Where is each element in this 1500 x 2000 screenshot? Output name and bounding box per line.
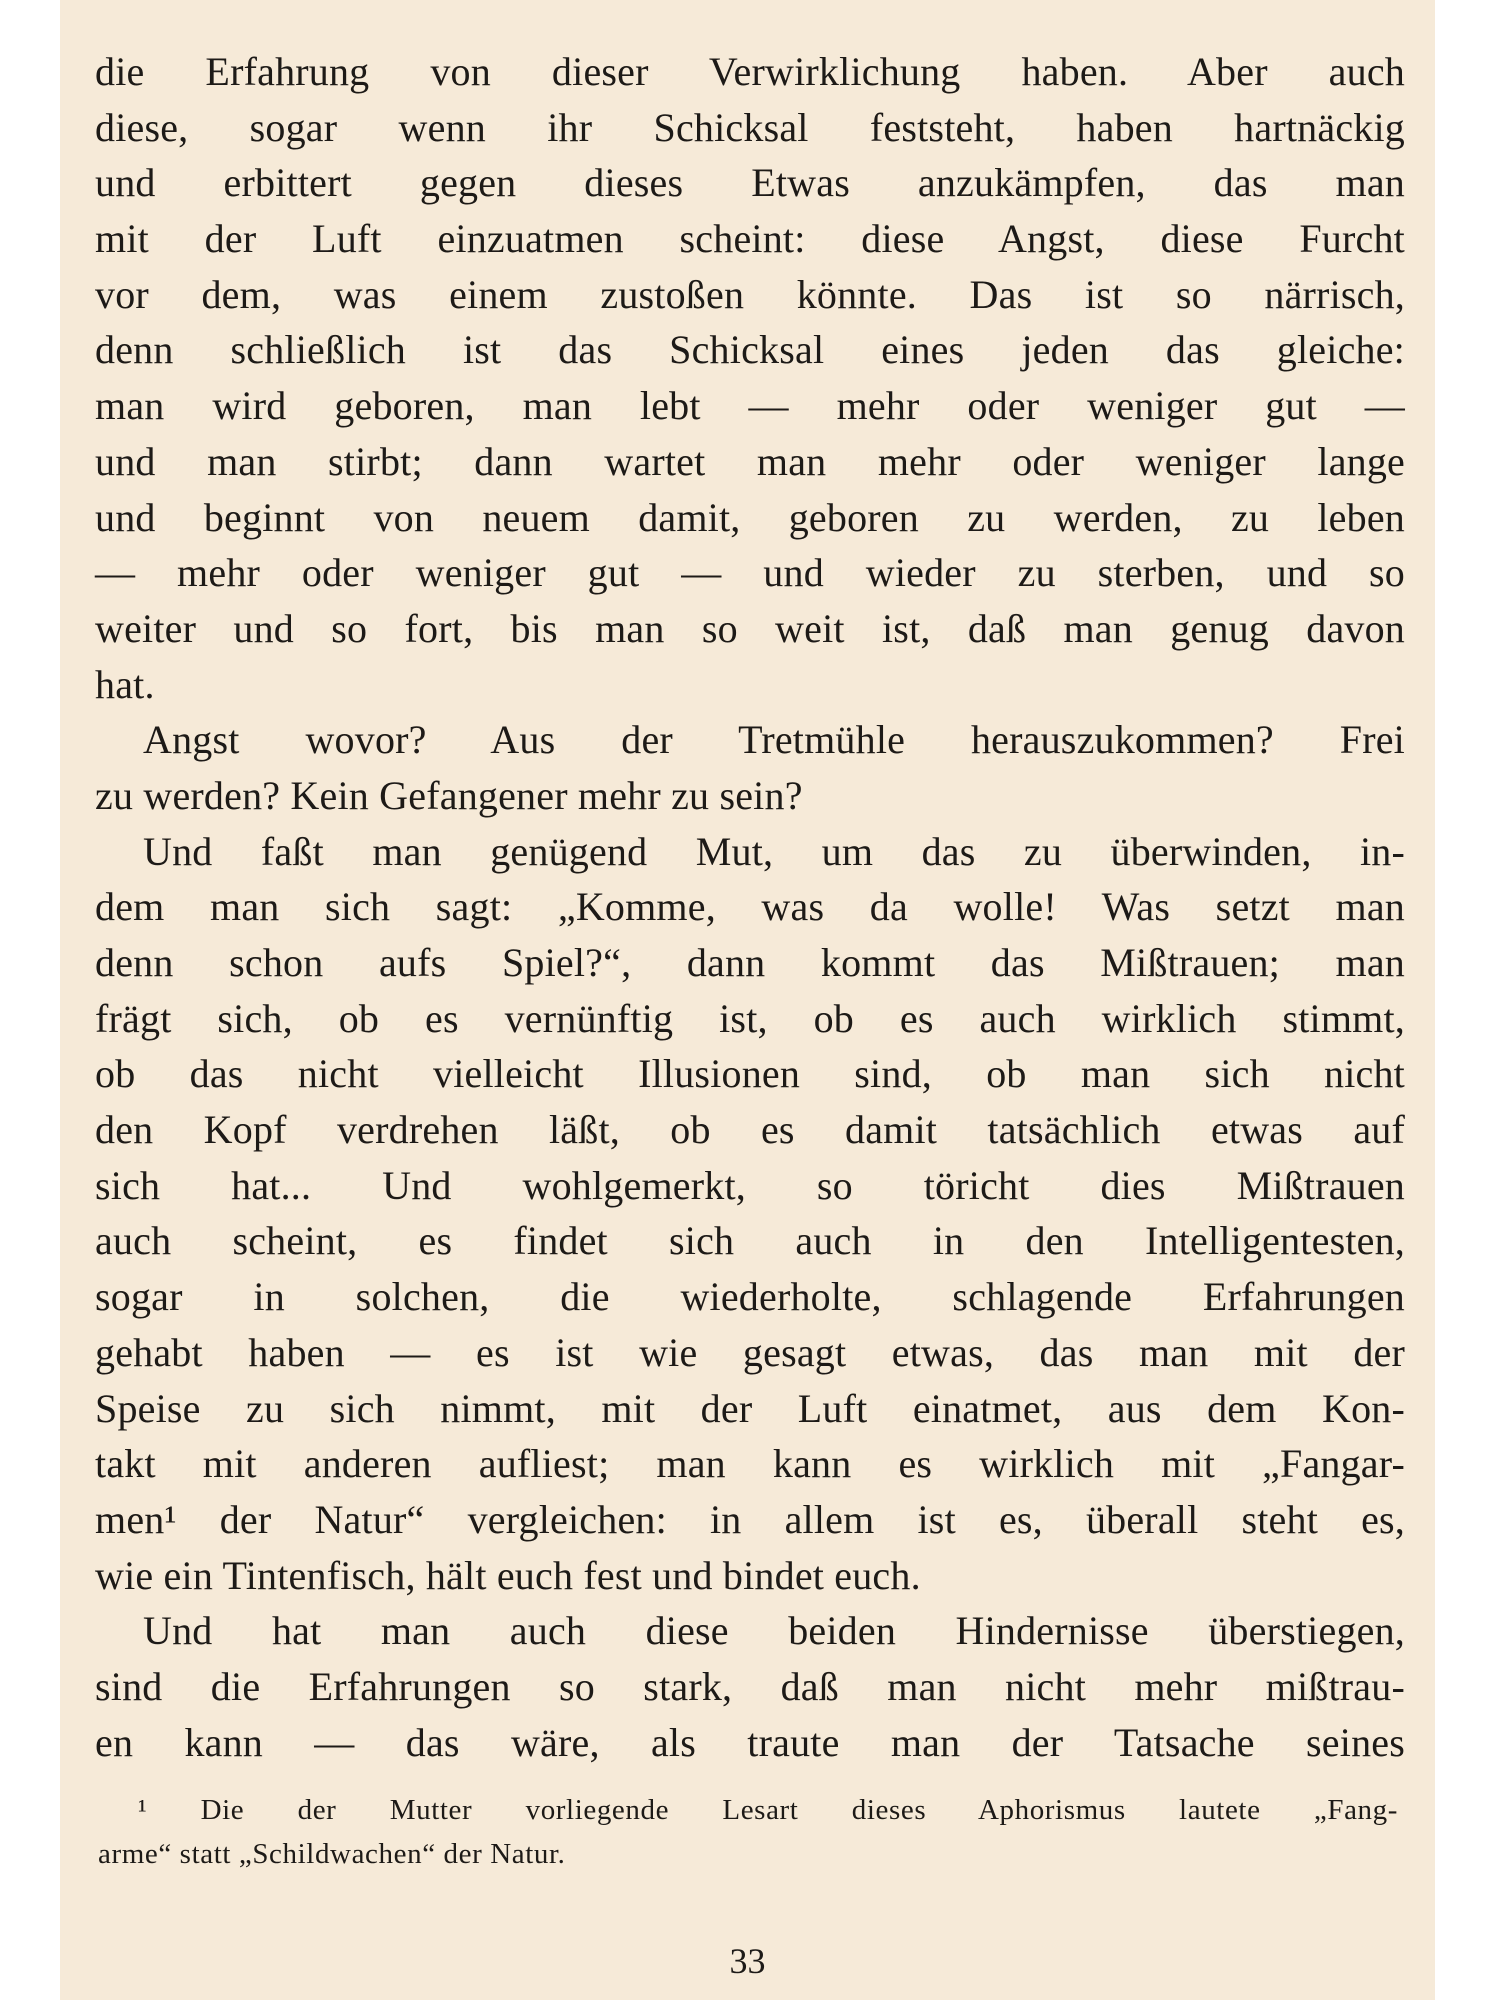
text-line: takt mit anderen aufliest; man kann es wirklich mit „Fangar- xyxy=(95,1441,1405,1487)
text-line: Speise zu sich nimmt, mit der Luft einatmet, aus dem Kon- xyxy=(95,1385,1405,1431)
text-line: und man stirbt; dann wartet man mehr oder weniger lange xyxy=(95,438,1405,484)
text-line: man wird geboren, man lebt — mehr oder weniger gut — xyxy=(95,383,1405,429)
footnote-line: ¹ Die der Mutter vorliegende Lesart dieses Aphorismus lautete „Fang- xyxy=(138,1794,1398,1826)
text-line: die Erfahrung von dieser Verwirklichung haben. Aber auch xyxy=(95,49,1405,94)
text-line: sich hat... Und wohlgemerkt, so töricht dies Mißtrauen xyxy=(95,1162,1405,1208)
text-line: auch scheint, es findet sich auch in den Intelligentesten, xyxy=(95,1218,1405,1264)
text-line: gehabt haben — es ist wie gesagt etwas, das man mit der xyxy=(95,1329,1405,1375)
text-line: men¹ der Natur“ vergleichen: in allem ist es, überall steht es, xyxy=(95,1496,1405,1542)
text-line: denn schließlich ist das Schicksal eines jeden das gleiche: xyxy=(95,327,1405,373)
paragraph-start-line: Angst wovor? Aus der Tretmühle herauszukommen? Frei xyxy=(143,717,1405,763)
book-page xyxy=(60,0,1435,2000)
footnote-line: arme“ statt „Schildwachen“ der Natur. xyxy=(98,1838,566,1870)
text-line: den Kopf verdrehen läßt, ob es damit tatsächlich etwas auf xyxy=(95,1107,1405,1153)
page-number: 33 xyxy=(729,1941,766,1981)
text-line: vor dem, was einem zustoßen könnte. Das ist so närrisch, xyxy=(95,271,1405,317)
body-text xyxy=(95,44,1405,1770)
text-line: sind die Erfahrungen so stark, daß man nicht mehr mißtrau- xyxy=(95,1663,1405,1709)
text-line: zu werden? Kein Gefangener mehr zu sein? xyxy=(95,772,803,818)
text-line: und beginnt von neuem damit, geboren zu werden, zu leben xyxy=(95,494,1405,540)
text-line: denn schon aufs Spiel?“, dann kommt das Mißtrauen; man xyxy=(95,940,1405,985)
text-line: en kann — das wäre, als traute man der Tatsache seines xyxy=(95,1719,1405,1765)
text-line: — mehr oder weniger gut — und wieder zu sterben, und so xyxy=(95,550,1405,596)
text-line: wie ein Tintenfisch, hält euch fest und bindet euch. xyxy=(95,1552,921,1598)
text-line: frägt sich, ob es vernünftig ist, ob es auch wirklich stimmt, xyxy=(95,995,1405,1041)
text-line: hat. xyxy=(95,661,155,707)
text-line: dem man sich sagt: „Komme, was da wolle! Was setzt man xyxy=(95,884,1405,930)
text-line: ob das nicht vielleicht Illusionen sind, ob man sich nicht xyxy=(95,1051,1405,1097)
text-line: diese, sogar wenn ihr Schicksal feststeht, haben hartnäckig xyxy=(95,104,1405,150)
paragraph-start-line: Und hat man auch diese beiden Hindernisse überstiegen, xyxy=(143,1608,1405,1654)
text-line: weiter und so fort, bis man so weit ist, daß man genug davon xyxy=(95,605,1405,651)
text-line: sogar in solchen, die wiederholte, schlagende Erfahrungen xyxy=(95,1274,1405,1320)
text-line: mit der Luft einzuatmen scheint: diese Angst, diese Furcht xyxy=(95,216,1405,262)
paragraph-start-line: Und faßt man genügend Mut, um das zu überwinden, in- xyxy=(143,828,1405,874)
text-line: und erbittert gegen dieses Etwas anzukämpfen, das man xyxy=(95,160,1405,206)
footnote xyxy=(98,1788,1398,1876)
